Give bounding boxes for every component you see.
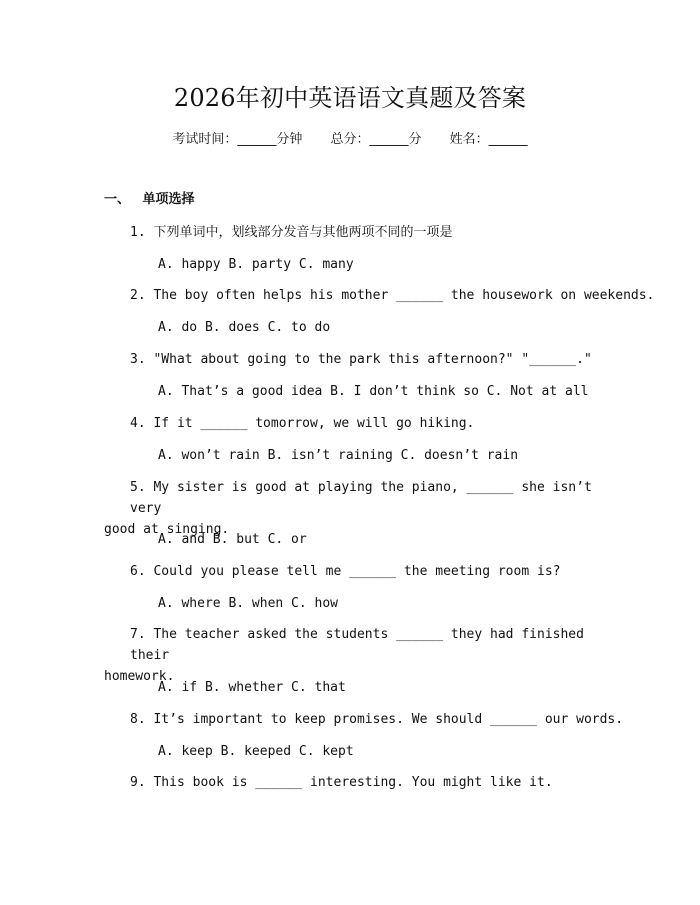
question-4-options: A. won’t rain B. isn’t raining C. doesn’t rain (158, 448, 519, 463)
total-score-field: 总分：______分 (330, 132, 422, 147)
question-3-options: A. That’s a good idea B. I don’t think so C. Not at all (158, 384, 589, 399)
question-text: 6. Could you please tell me ______ the meeting room is? (130, 564, 561, 579)
question-text-line-1: 5. My sister is good at playing the piano, ______ she isn’t very (130, 480, 592, 516)
exam-meta (0, 131, 700, 149)
section-title: 单项选择 (142, 192, 195, 207)
question-7-options: A. if B. whether C. that (158, 680, 346, 695)
question-5-options: A. and B. but C. or (158, 532, 307, 547)
question-4 (104, 413, 594, 434)
student-name-field: 姓名：______ (449, 132, 528, 147)
question-text: 2. The boy often helps his mother ______ the housework on weekends. (130, 288, 655, 303)
question-text: 8. It’s important to keep promises. We should ______ our words. (130, 712, 624, 727)
question-text: 9. This book is ______ interesting. You might like it. (130, 775, 553, 790)
document-title: 2026年初中英语语文真题及答案 (173, 84, 527, 112)
question-6 (104, 561, 594, 582)
question-8 (104, 709, 624, 730)
question-1-options: A. happy B. party C. many (158, 257, 354, 272)
question-text-line-1: 7. The teacher asked the students ______ they had finished their (130, 627, 584, 663)
question-text-line-2: good at singing. (104, 522, 230, 537)
question-text-line-2: homework. (104, 669, 175, 684)
question-2-options: A. do B. does C. to do (158, 320, 331, 335)
question-8-options: A. keep B. keeped C. kept (158, 744, 354, 759)
question-9 (104, 772, 594, 793)
question-3 (104, 349, 594, 370)
question-7 (104, 624, 594, 687)
question-text: 1. 下列单词中，划线部分发音与其他两项不同的一项是 (130, 225, 453, 240)
question-1 (104, 222, 594, 243)
question-text: 4. If it ______ tomorrow, we will go hiking. (130, 416, 475, 431)
section-number: 一、 (104, 192, 131, 207)
question-2 (104, 285, 655, 306)
section-heading (104, 191, 195, 209)
question-6-options: A. where B. when C. how (158, 596, 339, 611)
question-text: 3. "What about going to the park this afternoon?" "______." (130, 352, 592, 367)
exam-time-field: 考试时间：______分钟 (172, 132, 303, 147)
